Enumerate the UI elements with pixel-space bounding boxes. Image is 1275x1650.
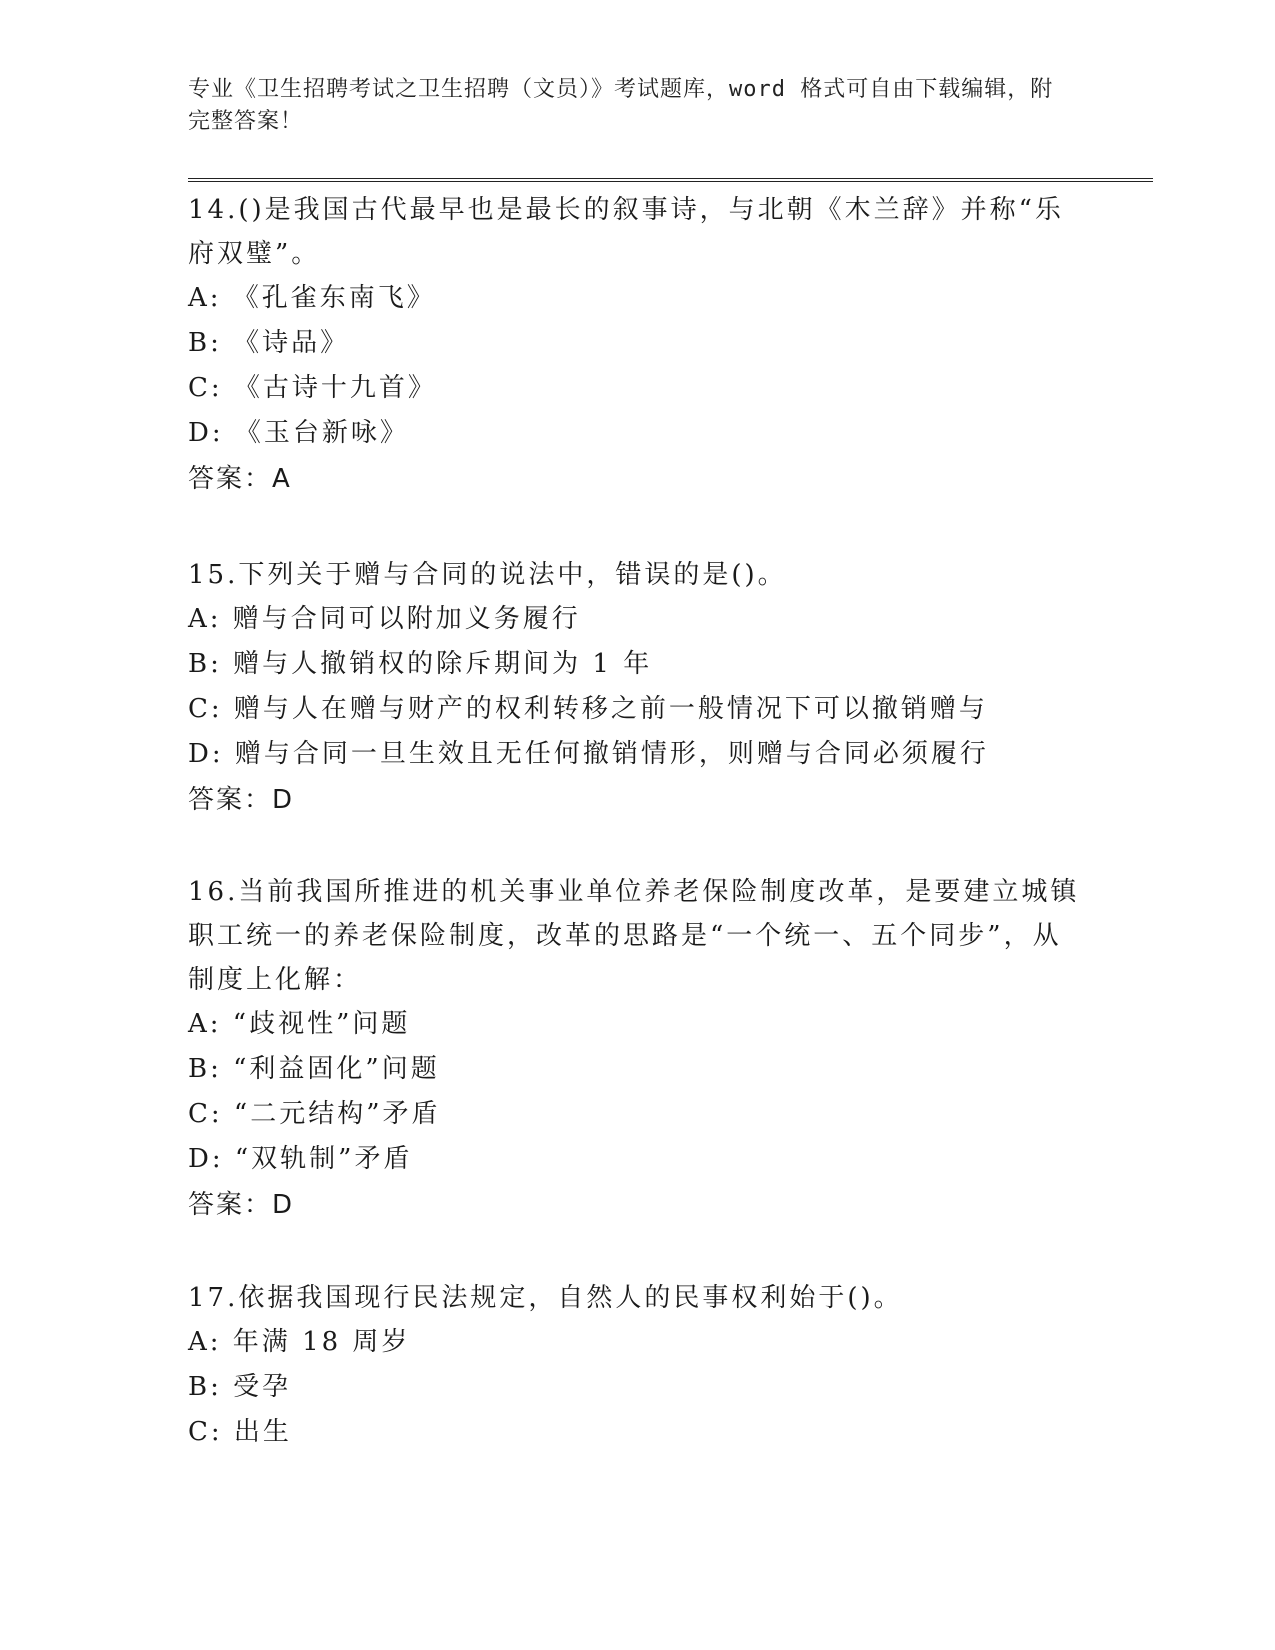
option-a: A: 《孔雀东南飞》 [188,283,436,313]
option-c: C: 《古诗十九首》 [188,373,437,403]
option-d: D: “双轨制”矛盾 [188,1144,413,1174]
question-stem: 16.当前我国所推进的机关事业单位养老保险制度改革，是要建立城镇职工统一的养老保险制度，改革的思路是“一个统一、五个同步”，从制度上化解： [188,877,1080,995]
option-a: A: 赠与合同可以附加义务履行 [188,604,581,634]
answer-label: 答案：D [188,785,295,815]
option-a: A: “歧视性”问题 [188,1009,411,1039]
option-d: D: 赠与合同一旦生效且无任何撤销情形，则赠与合同必须履行 [188,739,989,769]
option-b: B: “利益固化”问题 [188,1054,440,1084]
document-header: 专业《卫生招聘考试之卫生招聘（文员）》考试题库，word 格式可自由下载编辑，附完整答案！ [188,77,1054,134]
answer-label: 答案：A [188,464,292,494]
question-14 [188,188,1088,502]
question-stem: 15.下列关于赠与合同的说法中，错误的是()。 [188,560,787,590]
option-b: B: 受孕 [188,1372,292,1402]
option-b: B: 《诗品》 [188,328,350,358]
header-divider [188,178,1153,182]
option-a: A: 年满 18 周岁 [188,1327,411,1357]
answer-label: 答案：D [188,1190,295,1220]
question-15 [188,553,1088,823]
question-stem: 14.()是我国古代最早也是最长的叙事诗，与北朝《木兰辞》并称“乐府双璧”。 [188,195,1064,269]
question-stem: 17.依据我国现行民法规定，自然人的民事权利始于()。 [188,1283,903,1313]
option-d: D: 《玉台新咏》 [188,418,409,448]
question-16 [188,870,1088,1228]
question-17 [188,1276,1088,1455]
option-c: C: 出生 [188,1417,292,1447]
option-b: B: 赠与人撤销权的除斥期间为 1 年 [188,649,653,679]
option-c: C: 赠与人在赠与财产的权利转移之前一般情况下可以撤销赠与 [188,694,988,724]
option-c: C: “二元结构”矛盾 [188,1099,441,1129]
